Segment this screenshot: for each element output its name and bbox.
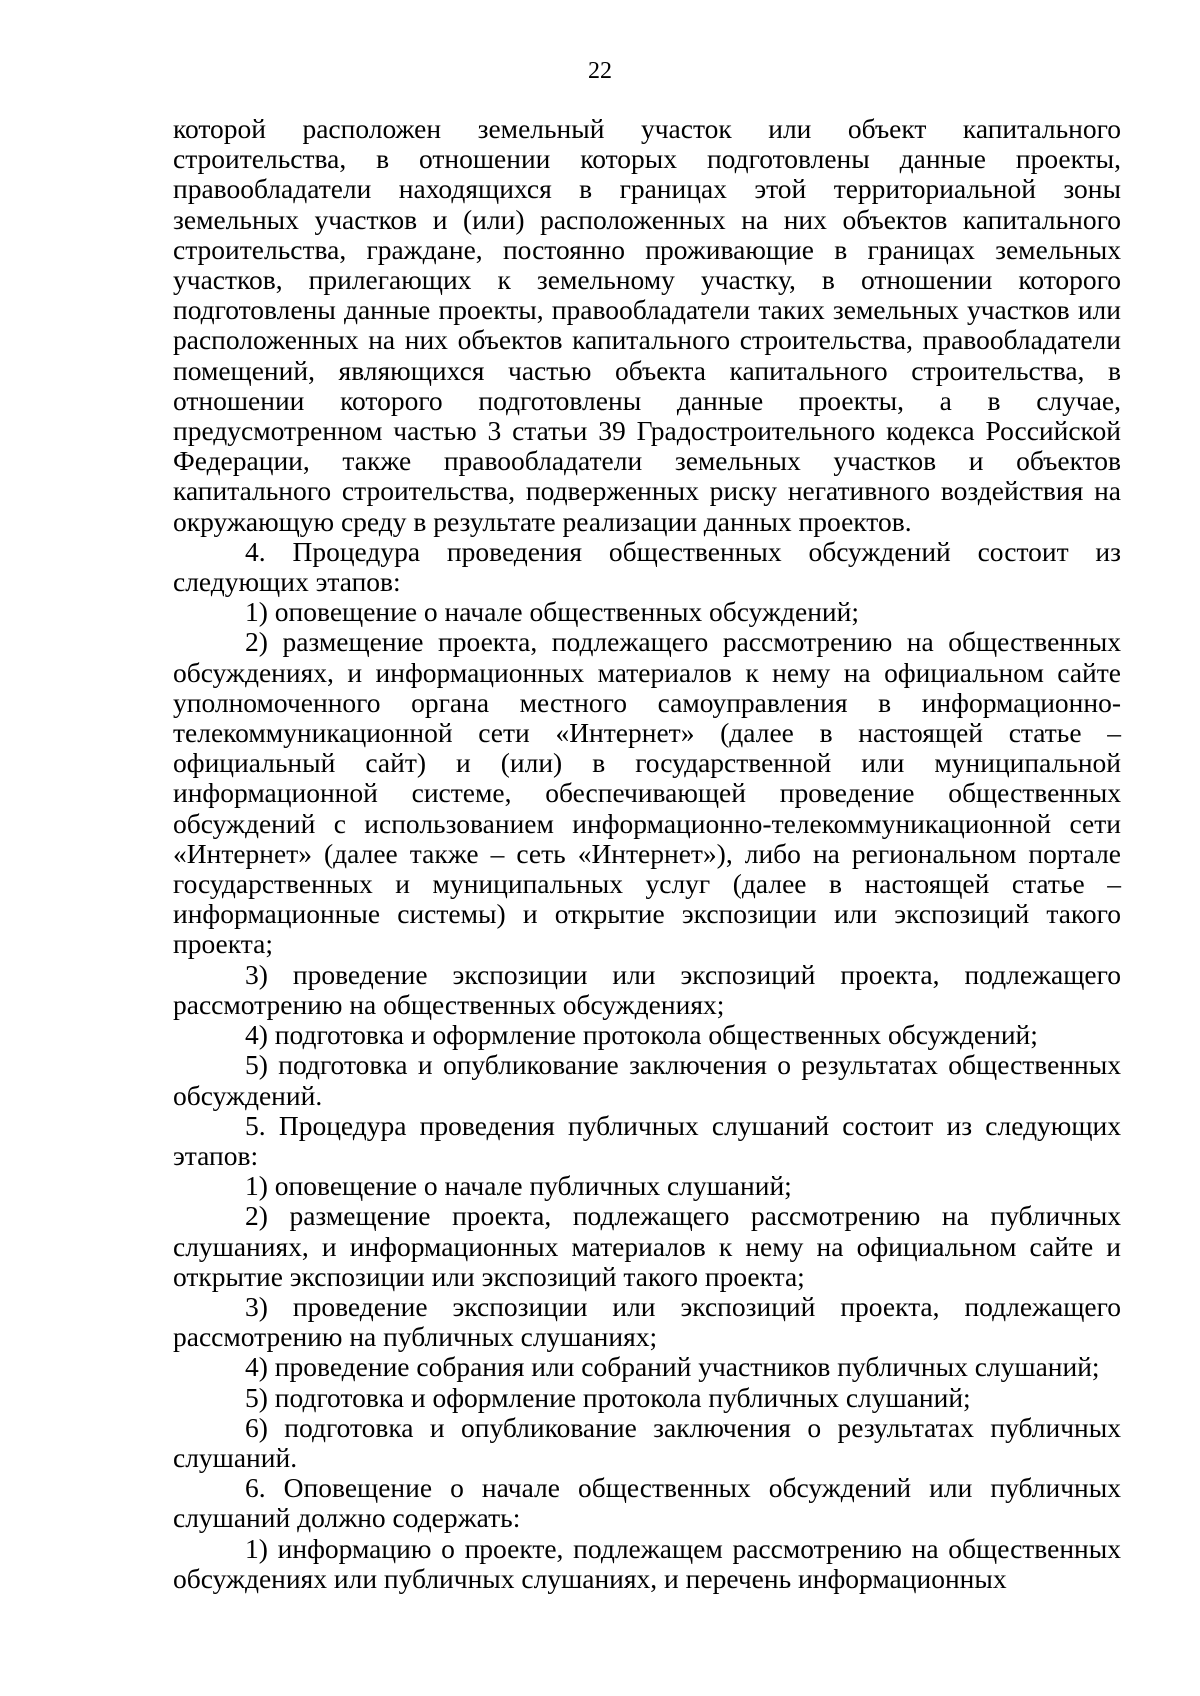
document-body (173, 114, 1121, 1594)
list-item: 2) размещение проекта, подлежащего рассмотрению на публичных слушаниях, и информационных материалов к нему на официальном сайте и открытие экспозиции или экспозиций такого проекта; (173, 1200, 1121, 1292)
list-item: 1) информацию о проекте, подлежащем рассмотрению на общественных обсуждениях или публичных слушаниях, и перечень информационных (173, 1532, 1121, 1594)
list-item: 2) размещение проекта, подлежащего рассмотрению на общественных обсуждениях, и информационных материалов к нему на официальном сайте уполномоченного органа местного самоуправления в информационно-телекоммуникационной сети «Интернет» (далее в настоящей статье – официальный сайт) и (или) в государственной или муниципальной информационной системе, обеспечивающей проведение общественных обсуждений с использованием информационно-телекоммуникационной сети «Интернет» (далее также – сеть «Интернет»), либо на региональном портале государственных и муниципальных услуг (далее в настоящей статье – информационные системы) и открытие экспозиции или экспозиций такого проекта; (173, 626, 1121, 960)
list-item: 3) проведение экспозиции или экспозиций проекта, подлежащего рассмотрению на публичных слушаниях; (173, 1290, 1121, 1353)
list-item: 5) подготовка и опубликование заключения о результатах общественных обсуждений. (173, 1049, 1121, 1111)
list-item: 1) оповещение о начале общественных обсуждений; (245, 596, 860, 628)
paragraph-item-5: 5. Процедура проведения публичных слушаний состоит из следующих этапов: (173, 1109, 1121, 1171)
paragraph-continuation: которой расположен земельный участок или объект капитального строительства, в отношении которых подготовлены данные проекты, правообладатели находящихся в границах этой территориальной зоны земельных участков и (или) расположенных на них объектов капитального строительства, граждане, постоянно проживающие в границах земельных участков, прилегающих к земельному участку, в отношении которого подготовлены данные проекты, правообладатели таких земельных участков или расположенных на них объектов капитального строительства, правообладатели помещений, являющихся частью объекта капитального строительства, в отношении которого подготовлены данные проекты, а в случае, предусмотренном частью 3 статьи 39 Градостроительного кодекса Российской Федерации, также правообладатели земельных участков и объектов капитального строительства, подверженных риску негативного воздействия на окружающую среду в результате реализации данных проектов. (173, 113, 1121, 537)
page-number: 22 (588, 58, 612, 84)
list-item: 4) подготовка и оформление протокола общественных обсуждений; (245, 1019, 1038, 1051)
list-item: 4) проведение собрания или собраний участников публичных слушаний; (245, 1351, 1100, 1383)
list-item: 5) подготовка и оформление протокола публичных слушаний; (245, 1381, 971, 1413)
paragraph-item-4: 4. Процедура проведения общественных обсуждений состоит из следующих этапов: (173, 535, 1121, 598)
list-item: 3) проведение экспозиции или экспозиций проекта, подлежащего рассмотрению на общественных обсуждениях; (173, 958, 1121, 1020)
paragraph-item-6: 6. Оповещение о начале общественных обсуждений или публичных слушаний должно содержать: (173, 1472, 1121, 1534)
list-item: 6) подготовка и опубликование заключения о результатах публичных слушаний. (173, 1411, 1121, 1473)
list-item: 1) оповещение о начале публичных слушаний; (245, 1170, 792, 1202)
